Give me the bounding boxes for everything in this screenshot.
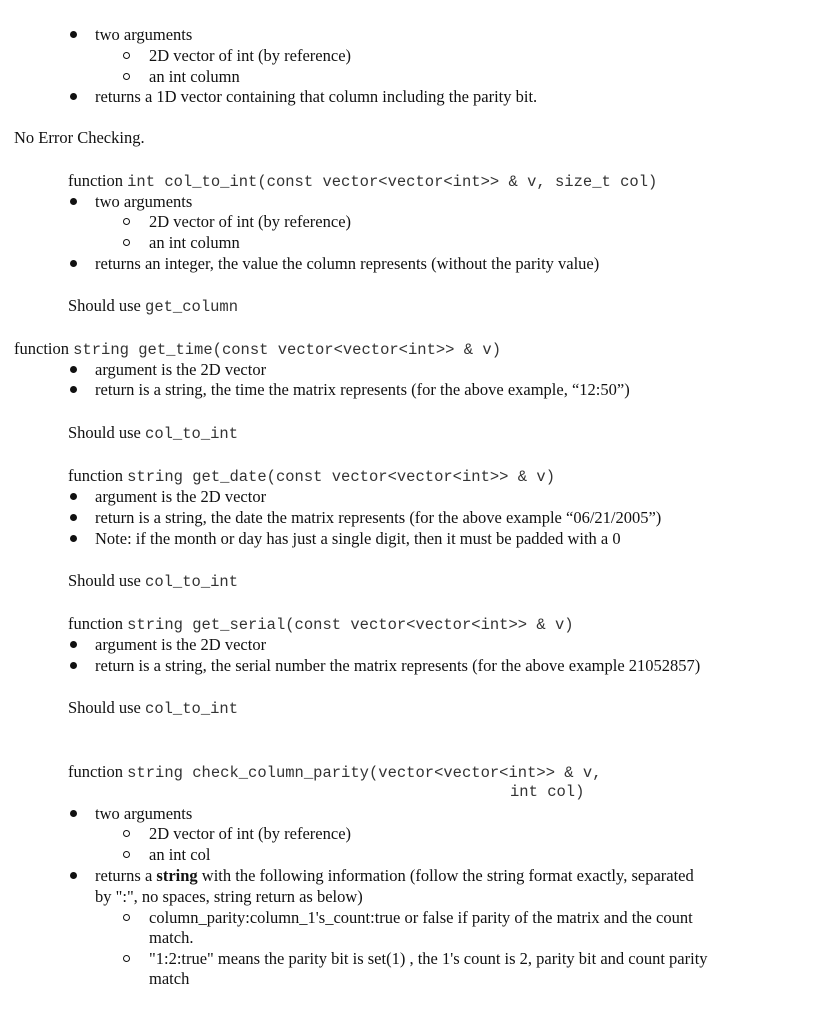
sub-bullet [123,73,130,80]
signature-code: string check_column_parity(vector<vector<int>> & v, [127,764,602,782]
no-error-checking: No Error Checking. [14,128,145,147]
function-signature [68,170,657,193]
signature-code-continuation: int col) [510,783,585,801]
bold-string: string [156,866,198,885]
bullet [70,662,77,669]
function-signature [68,761,602,784]
list-item-continuation: match [149,969,190,988]
list-item: returns an integer, the value the column represents (without the parity value) [95,254,600,273]
signature-code: string get_date(const vector<vector<int>> & v) [127,468,555,486]
list-item: argument is the 2D vector [95,360,267,379]
list-item: an int column [149,233,240,252]
list-item: returns a 1D vector containing that column including the parity bit. [95,87,538,106]
should-use-note: Should use col_to_int [68,698,239,718]
list-item: argument is the 2D vector [95,635,267,654]
list-item: 2D vector of int (by reference) [149,46,352,65]
bullet [70,198,77,205]
list-item: return is a string, the serial number the matrix represents (for the above example 21052857) [95,656,701,675]
sub-bullet [123,851,130,858]
list-item: return is a string, the date the matrix represents (for the above example “06/21/2005”) [95,508,662,527]
list-item: return is a string, the time the matrix represents (for the above example, “12:50”) [95,380,630,399]
should-use-code: get_column [145,298,239,316]
function-signature [68,465,555,488]
sub-bullet [123,955,130,962]
sub-bullet [123,52,130,59]
list-item: two arguments [95,804,193,823]
signature-code: int col_to_int(const vector<vector<int>> & v, size_t col) [127,173,658,191]
should-use-code: col_to_int [145,700,239,718]
list-item: 2D vector of int (by reference) [149,212,352,231]
function-keyword: function [68,466,123,485]
bullet [70,31,77,38]
list-item-continuation: match. [149,928,194,947]
should-use-note: Should use col_to_int [68,571,239,591]
sub-bullet [123,830,130,837]
list-item: two arguments [95,25,193,44]
list-item: an int col [149,845,211,864]
should-use-code: col_to_int [145,573,239,591]
list-item: Note: if the month or day has just a single digit, then it must be padded with a 0 [95,529,621,548]
list-item: an int column [149,67,240,86]
bullet [70,386,77,393]
list-item: two arguments [95,192,193,211]
bullet [70,872,77,879]
signature-code: string get_serial(const vector<vector<int>> & v) [127,616,574,634]
function-signature [68,613,574,636]
function-keyword: function [68,762,123,781]
function-keyword: function [68,171,123,190]
list-item: "1:2:true" means the parity bit is set(1) , the 1's count is 2, parity bit and count parity [149,949,708,968]
bullet [70,260,77,267]
list-item: column_parity:column_1's_count:true or false if parity of the matrix and the count [149,908,693,927]
bullet [70,93,77,100]
bullet [70,535,77,542]
sub-bullet [123,914,130,921]
function-keyword: function [14,339,69,358]
function-keyword: function [68,614,123,633]
sub-bullet [123,239,130,246]
should-use-note: Should use get_column [68,296,239,316]
should-use-note: Should use col_to_int [68,423,239,443]
bullet [70,514,77,521]
bullet [70,493,77,500]
bullet [70,366,77,373]
function-signature [14,338,501,361]
bullet [70,641,77,648]
sub-bullet [123,218,130,225]
list-item: argument is the 2D vector [95,487,267,506]
signature-code: string get_time(const vector<vector<int>> & v) [73,341,501,359]
list-item: returns a string with the following information (follow the string format exactly, separated [95,866,694,885]
list-item: 2D vector of int (by reference) [149,824,352,843]
bullet [70,810,77,817]
should-use-code: col_to_int [145,425,239,443]
list-item-continuation: by ":", no spaces, string return as below) [95,887,363,906]
